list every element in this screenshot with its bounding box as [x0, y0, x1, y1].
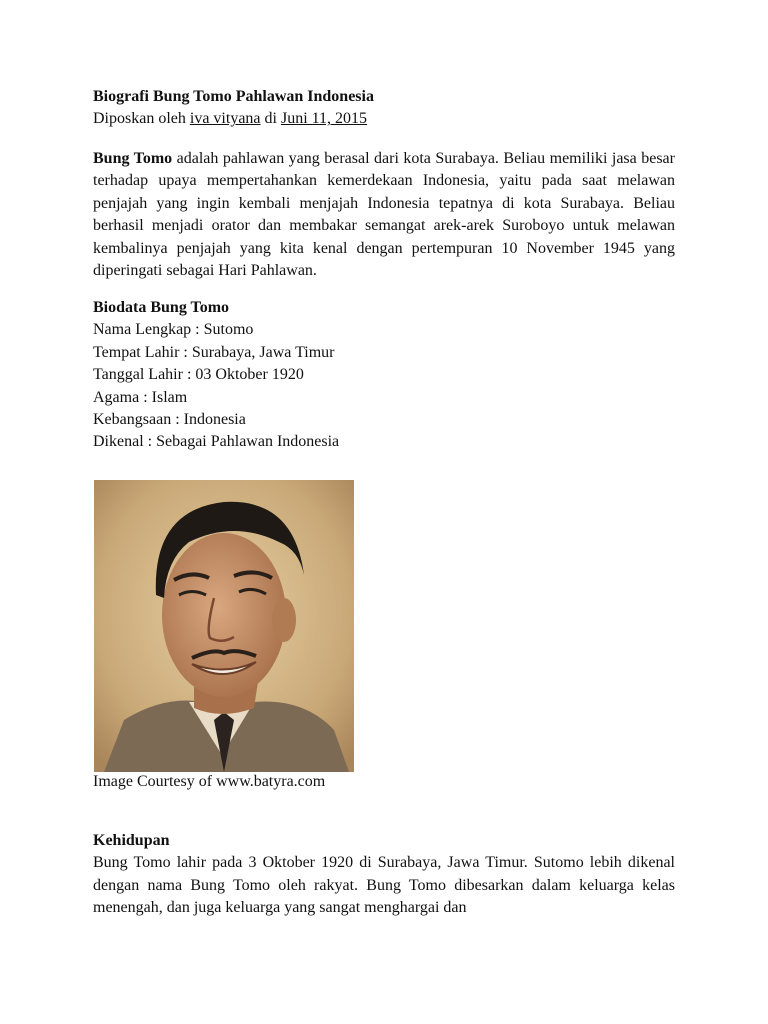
article-header — [93, 86, 675, 131]
intro-paragraph — [93, 148, 675, 282]
kehidupan-section — [93, 830, 675, 920]
kehidupan-paragraph: Bung Tomo lahir pada 3 Oktober 1920 di Surabaya, Jawa Timur. Sutomo lebih dikenal dengan nama Bung Tomo oleh rakyat. Bung Tomo dibesarkan dalam keluarga kelas menengah, dan juga keluarga yang sangat menghargai dan — [93, 854, 675, 917]
kehidupan-heading: Kehidupan — [93, 832, 170, 849]
post-meta — [93, 108, 675, 130]
article-title: Biografi Bung Tomo Pahlawan Indonesia — [93, 88, 374, 105]
meta-prefix: Diposkan oleh — [93, 110, 186, 128]
biodata-list — [93, 319, 675, 453]
biodata-item: Tempat Lahir : Surabaya, Jawa Timur — [93, 343, 335, 361]
photo-caption-block — [93, 771, 675, 793]
portrait-illustration — [94, 480, 354, 772]
portrait-photo — [94, 480, 354, 772]
photo-caption: Image Courtesy of www.batyra.com — [93, 773, 326, 790]
intro-text: adalah pahlawan yang berasal dari kota Surabaya. Beliau memiliki jasa besar terhadap upaya mempertahankan kemerdekaan Indonesia, yaitu pada saat melawan penjajah yang ingin kembali menjajah Indonesia tepatnya di kota Surabaya. Beliau berhasil menjadi orator dan membakar semangat arek-arek Suroboyo untuk melawan kembalinya penjajah yang kita kenal dengan pertempuran 10 November 1945 yang diperingati sebagai Hari Pahlawan. — [93, 150, 675, 280]
biodata-item: Kebangsaan : Indonesia — [93, 411, 246, 429]
meta-connector: di — [264, 110, 277, 128]
author-link[interactable]: iva vityana — [189, 110, 261, 128]
biodata-item: Tanggal Lahir : 03 Oktober 1920 — [93, 366, 304, 384]
biodata-item: Nama Lengkap : Sutomo — [93, 321, 254, 339]
biodata-item: Agama : Islam — [93, 388, 188, 406]
intro-section — [93, 148, 675, 282]
date-link[interactable]: Juni 11, 2015 — [280, 110, 368, 128]
biodata-heading: Biodata Bung Tomo — [93, 299, 230, 316]
intro-lead: Bung Tomo — [93, 150, 173, 167]
biodata-section — [93, 297, 675, 454]
biodata-item: Dikenal : Sebagai Pahlawan Indonesia — [93, 433, 340, 451]
